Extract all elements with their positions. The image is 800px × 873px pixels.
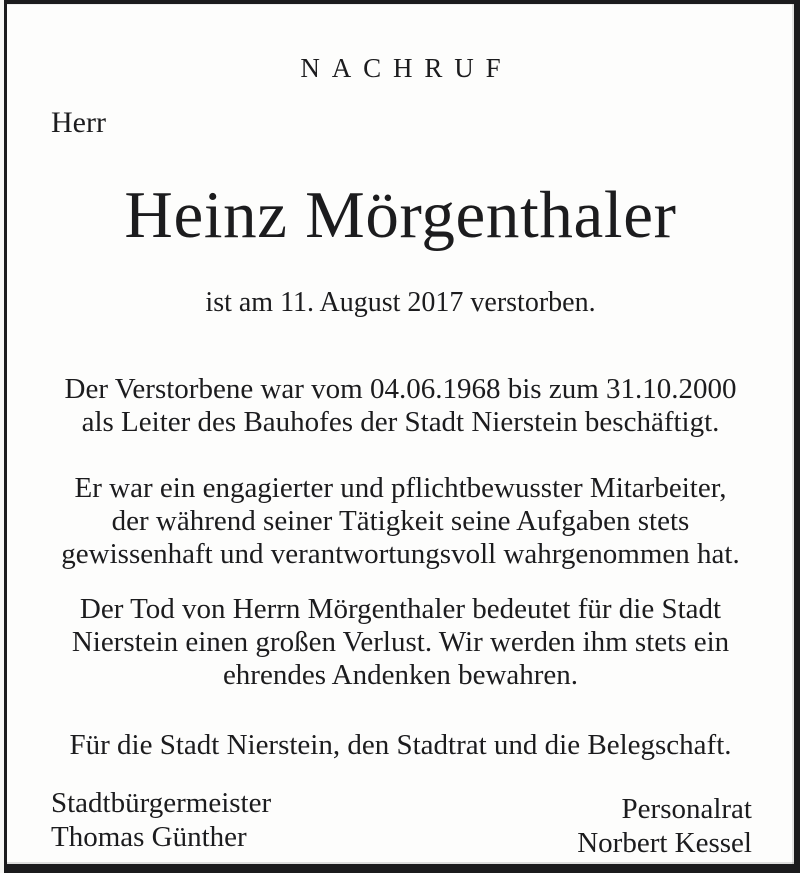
signature-left-name: Thomas Günther	[51, 821, 247, 853]
signature-row	[51, 786, 752, 860]
paragraph-line: Nierstein einen großen Verlust. Wir werden ihm stets ein	[71, 626, 730, 658]
paragraph-line: Der Verstorbene war vom 04.06.1968 bis zum 31.10.2000	[64, 373, 737, 405]
signature-right-name: Norbert Kessel	[577, 827, 752, 859]
paragraph-line: der während seiner Tätigkeit seine Aufgaben stets	[111, 505, 690, 537]
paragraph-condolence	[7, 593, 794, 692]
deceased-name: Heinz Mörgenthaler	[124, 178, 677, 252]
obituary-sheet	[4, 0, 800, 873]
paragraph-line: als Leiter des Bauhofes der Stadt Nierstein beschäftigt.	[81, 406, 720, 438]
paragraph-line: ehrendes Andenken bewahren.	[222, 659, 579, 691]
death-date-line: ist am 11. August 2017 verstorben.	[205, 287, 596, 318]
paragraph-character	[7, 472, 794, 571]
paragraph-line: gewissenhaft und verantwortungsvoll wahrgenommen hat.	[61, 538, 740, 570]
signature-left	[51, 786, 271, 860]
notice-kicker: NACHRUF	[300, 53, 513, 83]
salutation: Herr	[51, 106, 106, 139]
signature-right-role: Personalrat	[621, 793, 752, 825]
paragraph-line: Der Tod von Herrn Mörgenthaler bedeutet für die Stadt	[79, 593, 722, 625]
signature-right	[577, 786, 752, 860]
paragraph-employment	[7, 373, 794, 439]
closing-line: Für die Stadt Nierstein, den Stadtrat und die Belegschaft.	[69, 729, 732, 761]
paragraph-line: Er war ein engagierter und pflichtbewusster Mitarbeiter,	[74, 472, 727, 504]
signature-left-role: Stadtbürgermeister	[51, 787, 272, 819]
